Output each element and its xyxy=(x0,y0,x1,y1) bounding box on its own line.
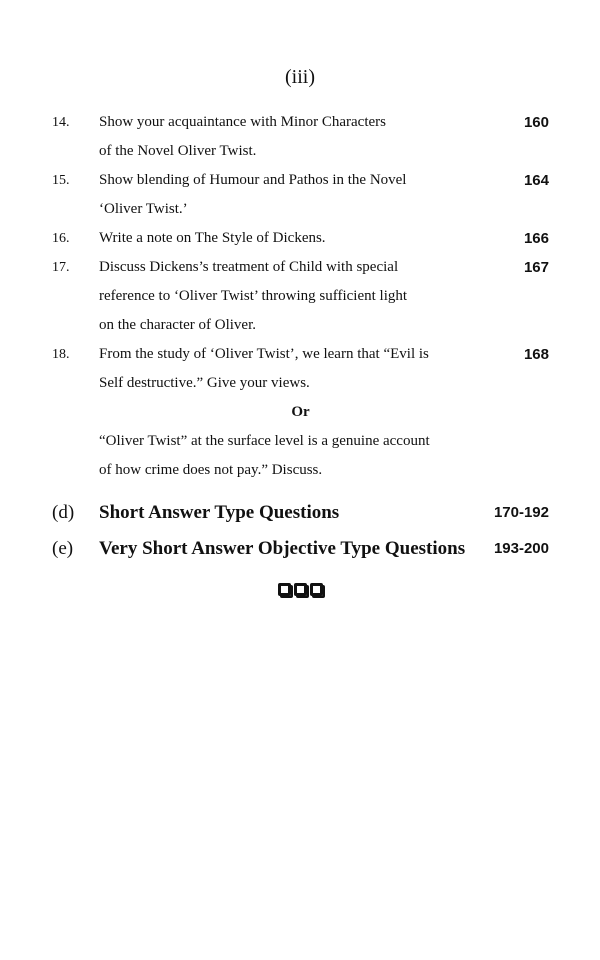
entry-page-number: 164 xyxy=(523,172,549,189)
toc-entry-18-alternative xyxy=(52,427,549,485)
entry-page-number: 160 xyxy=(523,114,549,131)
toc-entry-15 xyxy=(52,166,549,224)
toc-entry-18 xyxy=(52,340,549,398)
entry-number: 15. xyxy=(52,173,70,188)
section-page-range: 193-200 xyxy=(493,540,549,557)
entry-number: 16. xyxy=(52,231,70,246)
section-letter: (d) xyxy=(52,502,75,523)
toc-section-e xyxy=(52,531,549,567)
page-number: (iii) xyxy=(285,66,315,88)
entry-text-line: Write a note on The Style of Dickens. xyxy=(99,230,326,246)
toc-section-d xyxy=(52,495,549,531)
entry-text-line: From the study of ‘Oliver Twist’, we learn that “Evil is xyxy=(99,346,429,362)
entry-text-line: “Oliver Twist” at the surface level is a genuine account xyxy=(99,433,430,449)
entry-number: 14. xyxy=(52,115,70,130)
box-icon xyxy=(310,583,323,596)
entry-page-number: 166 xyxy=(523,230,549,247)
entry-text-line: reference to ‘Oliver Twist’ throwing sufficient light xyxy=(99,288,408,304)
entry-text-line: of the Novel Oliver Twist. xyxy=(99,143,257,159)
entry-page-number: 167 xyxy=(523,259,549,276)
toc-entry-16 xyxy=(52,224,549,253)
entry-number: 18. xyxy=(52,347,70,362)
entry-text-line: Discuss Dickens’s treatment of Child with special xyxy=(99,259,399,275)
entry-text-line: Show blending of Humour and Pathos in the Novel xyxy=(99,172,407,188)
entry-text-line: ‘Oliver Twist.’ xyxy=(99,201,188,217)
section-letter: (e) xyxy=(52,538,74,559)
entry-text-line: of how crime does not pay.” Discuss. xyxy=(99,462,323,478)
section-page-range: 170-192 xyxy=(493,504,549,521)
toc-entry-14 xyxy=(52,108,549,166)
entry-text-line: Show your acquaintance with Minor Characters xyxy=(99,114,386,130)
entry-text-line: Self destructive.” Give your views. xyxy=(99,375,310,391)
end-mark-icon xyxy=(0,583,600,596)
section-title: Very Short Answer Objective Type Questions xyxy=(99,538,466,559)
box-icon xyxy=(294,583,307,596)
section-title: Short Answer Type Questions xyxy=(99,502,340,523)
or-separator: Or xyxy=(291,404,310,420)
box-icon xyxy=(278,583,291,596)
entry-number: 17. xyxy=(52,260,70,275)
entry-page-number: 168 xyxy=(523,346,549,363)
table-of-contents xyxy=(52,108,549,567)
toc-entry-17 xyxy=(52,253,549,340)
entry-text-line: on the character of Oliver. xyxy=(99,317,257,333)
